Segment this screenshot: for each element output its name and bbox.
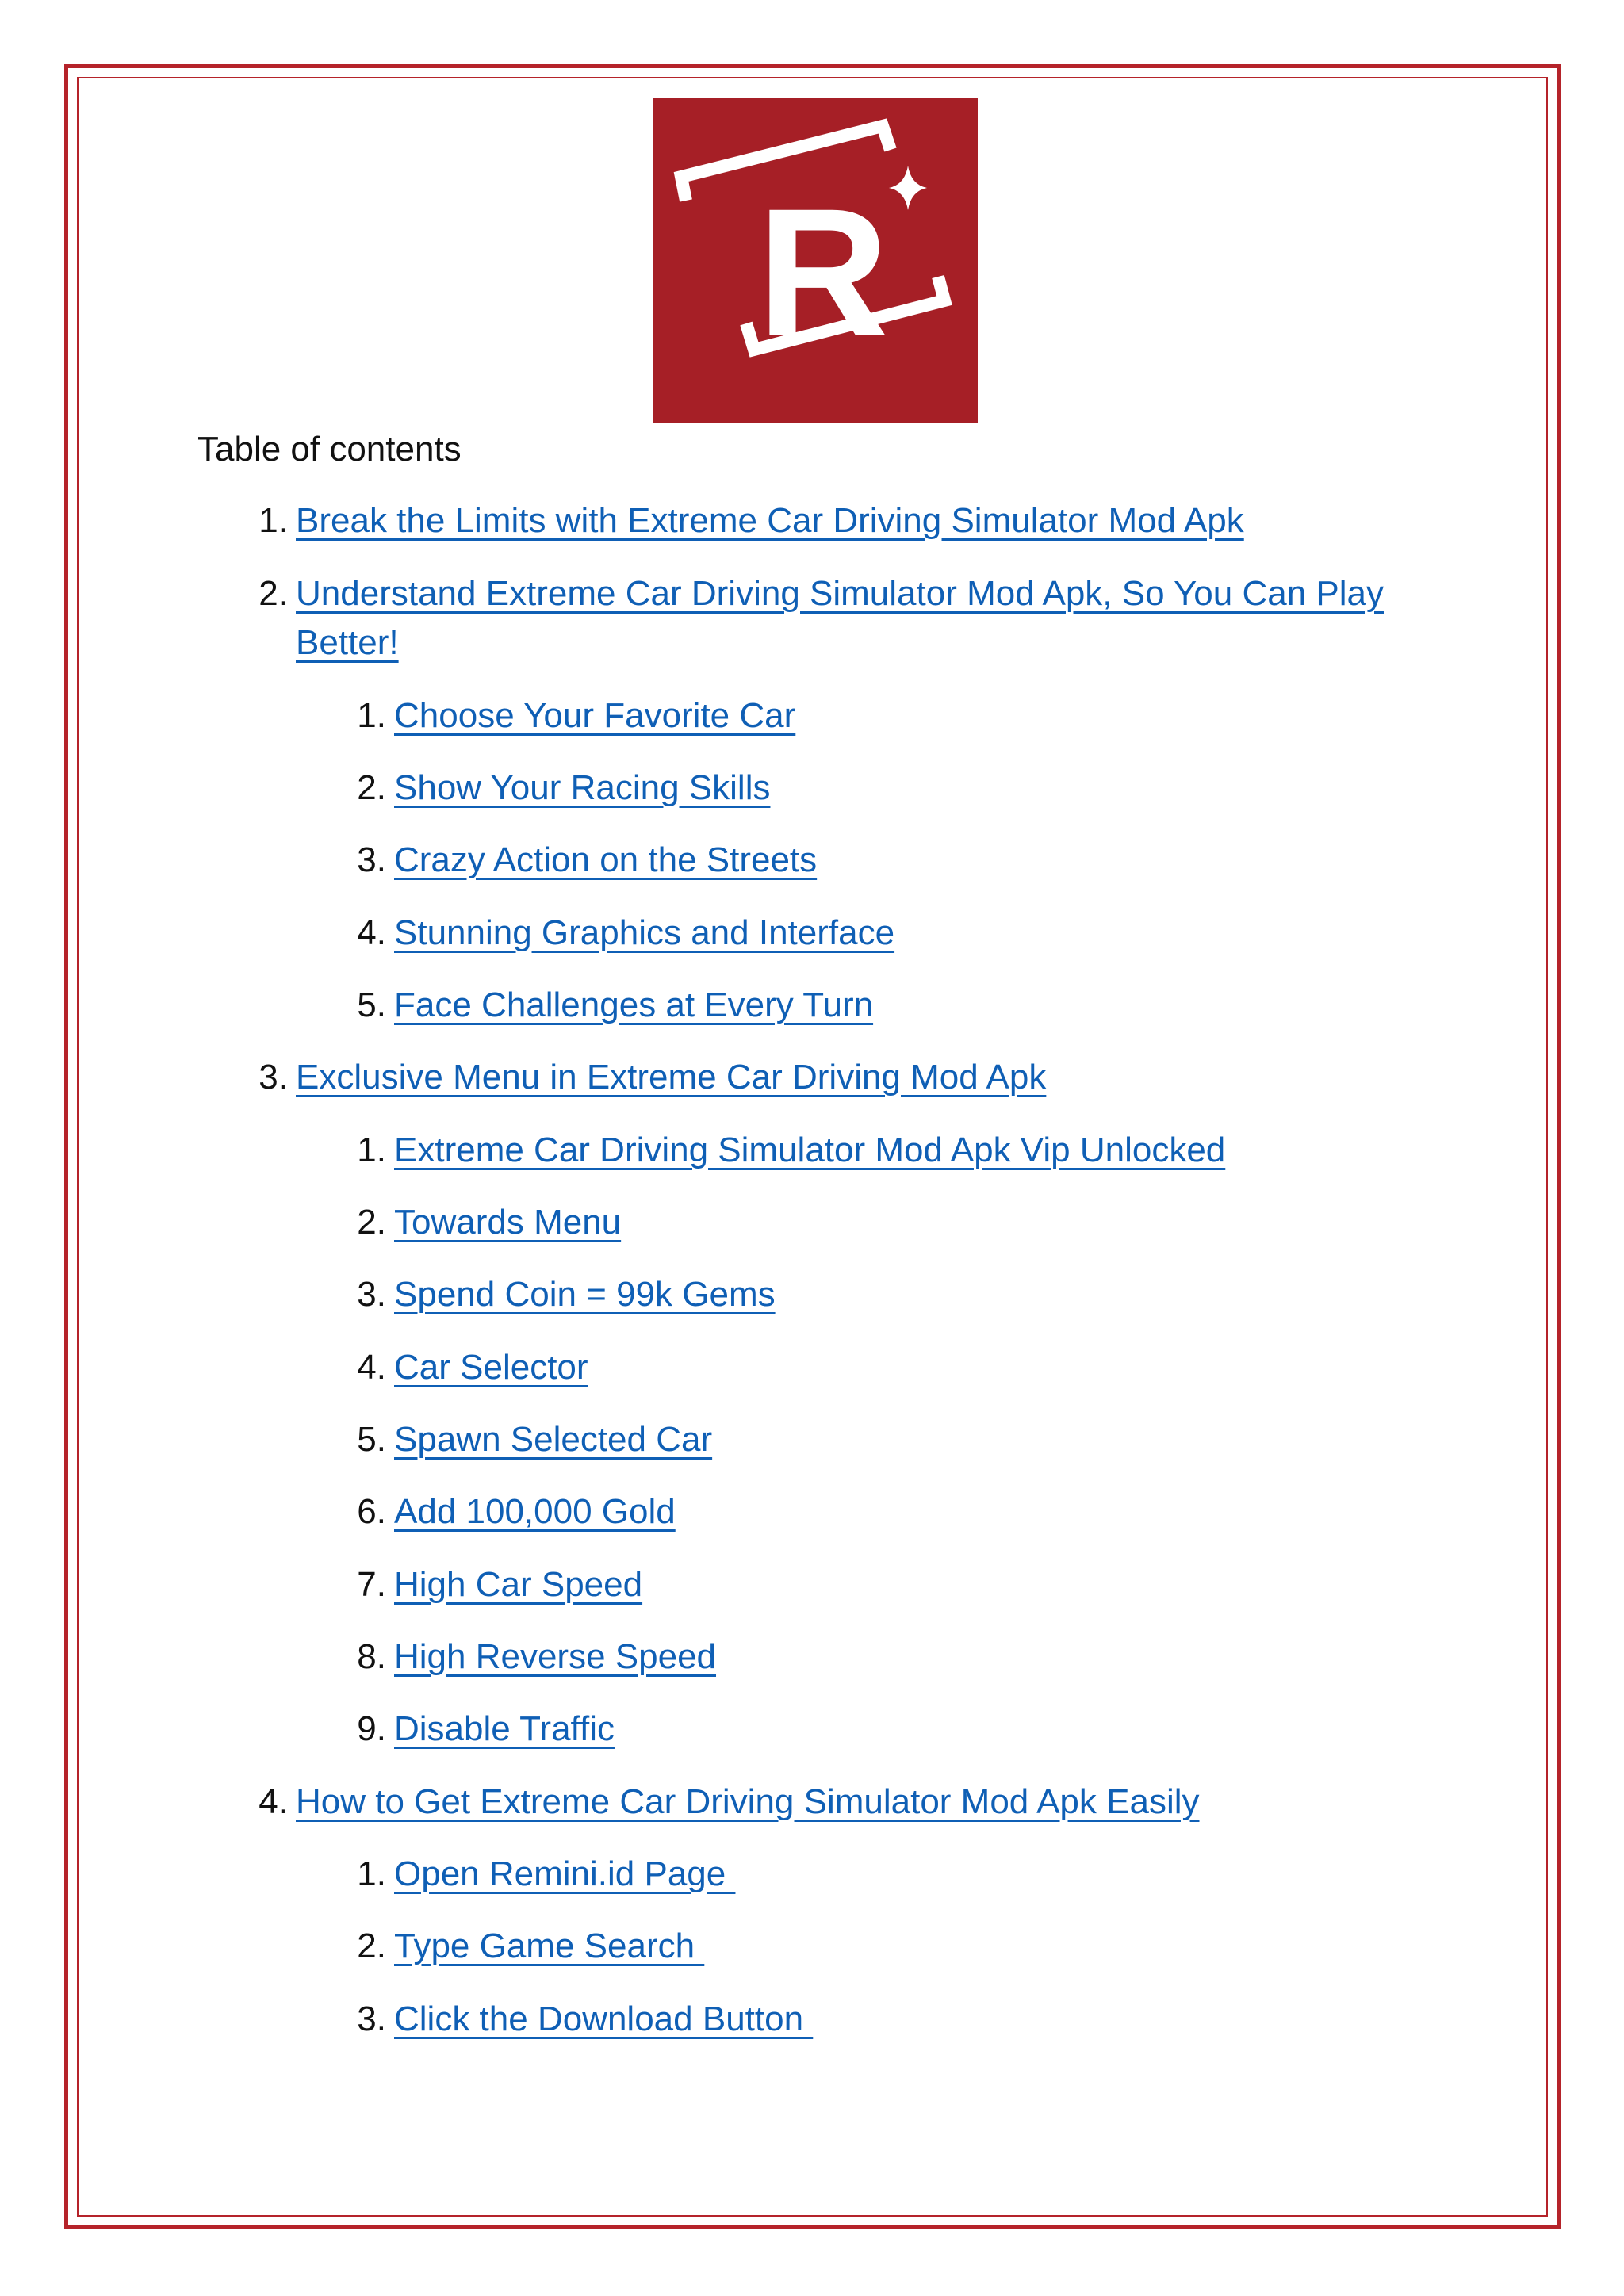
- toc-item[interactable]: [357, 981, 874, 1030]
- toc-link[interactable]: Stunning Graphics and Interface: [394, 913, 895, 952]
- toc-item-number: 3.: [357, 1275, 386, 1314]
- toc-item[interactable]: [357, 1705, 615, 1754]
- toc-item-number: 9.: [357, 1709, 386, 1748]
- toc-item-number: 4.: [357, 1348, 386, 1387]
- toc-link[interactable]: High Reverse Speed: [394, 1637, 717, 1676]
- toc-link[interactable]: Towards Menu: [394, 1203, 622, 1242]
- toc-item[interactable]: [259, 1777, 1200, 1827]
- toc-item-number: 2.: [357, 768, 386, 807]
- toc-item[interactable]: [357, 1270, 776, 1319]
- toc-item[interactable]: [259, 496, 1244, 545]
- toc-link[interactable]: How to Get Extreme Car Driving Simulator Mod Apk Easily: [296, 1782, 1200, 1821]
- toc-item-number: 1.: [357, 1854, 386, 1893]
- toc-item[interactable]: [357, 1198, 622, 1247]
- toc-link[interactable]: Open Remini.id Page: [394, 1854, 736, 1893]
- toc-link[interactable]: Click the Download Button: [394, 1999, 814, 2038]
- toc-link[interactable]: Spend Coin = 99k Gems: [394, 1275, 776, 1314]
- toc-link[interactable]: Show Your Racing Skills: [394, 768, 771, 807]
- toc-link[interactable]: Face Challenges at Every Turn: [394, 985, 874, 1024]
- toc-item-number: 3.: [259, 1058, 288, 1096]
- toc-item[interactable]: [357, 1487, 676, 1536]
- toc-item[interactable]: [357, 763, 771, 813]
- toc-link[interactable]: Break the Limits with Extreme Car Driving Simulator Mod Apk: [296, 501, 1244, 540]
- toc-link[interactable]: Spawn Selected Car: [394, 1420, 713, 1459]
- toc-item-number: 1.: [259, 501, 288, 540]
- toc-link[interactable]: Understand Extreme Car Driving Simulator Mod Apk, So You Can Play Better!: [296, 574, 1384, 662]
- toc-item-number: 4.: [259, 1782, 288, 1821]
- toc-link[interactable]: Extreme Car Driving Simulator Mod Apk Vip Unlocked: [394, 1131, 1226, 1169]
- toc-link[interactable]: Crazy Action on the Streets: [394, 840, 818, 879]
- remini-logo: [653, 98, 978, 423]
- toc-item[interactable]: [357, 1995, 814, 2044]
- toc-link[interactable]: Choose Your Favorite Car: [394, 696, 796, 735]
- toc-item-number: 8.: [357, 1637, 386, 1676]
- toc-item[interactable]: [357, 836, 818, 885]
- toc-item-number: 2.: [357, 1203, 386, 1242]
- toc-item[interactable]: [357, 1850, 736, 1899]
- toc-link[interactable]: Type Game Search: [394, 1927, 705, 1965]
- toc-item[interactable]: [357, 1343, 588, 1392]
- toc-item-number: 4.: [357, 913, 386, 952]
- toc-item[interactable]: [357, 909, 895, 958]
- toc-item-number: 1.: [357, 1131, 386, 1169]
- toc-item-number: 3.: [357, 840, 386, 879]
- toc-item-number: 2.: [357, 1927, 386, 1965]
- toc-item[interactable]: [357, 691, 796, 740]
- toc-item[interactable]: [259, 569, 1469, 668]
- toc-item[interactable]: [357, 1560, 643, 1609]
- toc-link[interactable]: Exclusive Menu in Extreme Car Driving Mod Apk: [296, 1058, 1047, 1096]
- toc-item[interactable]: [357, 1415, 713, 1464]
- toc-item-number: 5.: [357, 1420, 386, 1459]
- toc-item-number: 5.: [357, 985, 386, 1024]
- toc-item[interactable]: [357, 1632, 717, 1682]
- toc-item-number: 7.: [357, 1565, 386, 1604]
- toc-link[interactable]: High Car Speed: [394, 1565, 643, 1604]
- logo-letter: R: [757, 170, 890, 374]
- toc-item[interactable]: [259, 1053, 1047, 1102]
- toc-item-number: 2.: [259, 574, 288, 613]
- toc-item-number: 1.: [357, 696, 386, 735]
- toc-item-number: 3.: [357, 1999, 386, 2038]
- toc-item[interactable]: [357, 1126, 1226, 1175]
- toc-link[interactable]: Car Selector: [394, 1348, 588, 1387]
- toc-link[interactable]: Disable Traffic: [394, 1709, 615, 1748]
- toc-item-number: 6.: [357, 1492, 386, 1531]
- toc-title: Table of contents: [197, 430, 462, 469]
- toc-link[interactable]: Add 100,000 Gold: [394, 1492, 676, 1531]
- remini-logo-icon: [653, 98, 978, 423]
- toc-item[interactable]: [357, 1922, 705, 1971]
